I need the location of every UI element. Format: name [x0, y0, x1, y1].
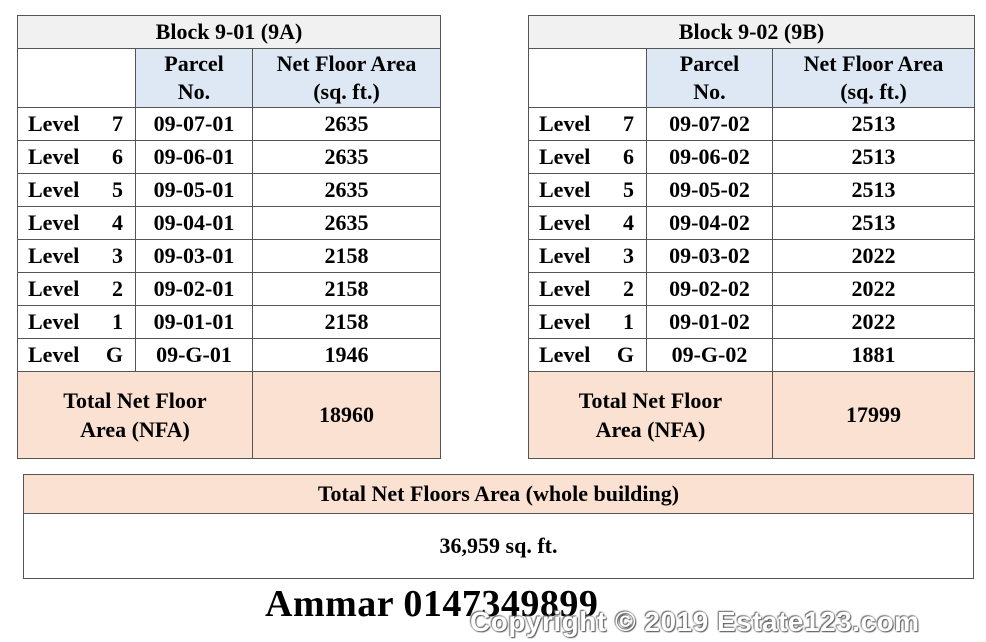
table-row	[18, 339, 441, 372]
header-net-floor-area: Net Floor Area (sq. ft.)	[773, 49, 975, 108]
level-number: 4	[112, 210, 123, 235]
level-word: Level	[539, 342, 591, 367]
area-cell: 1881	[773, 339, 975, 372]
level-number: 3	[112, 243, 123, 268]
total-nfa-label: Total Net Floor Area (NFA)	[18, 372, 253, 459]
parcel-cell: 09-01-01	[136, 306, 253, 339]
header-parcel-no: Parcel No.	[647, 49, 773, 108]
level-number: 4	[623, 210, 634, 235]
table-row	[529, 306, 975, 339]
total-nfa-value: 18960	[253, 372, 441, 459]
level-number: 5	[623, 177, 634, 202]
level-cell	[18, 273, 136, 306]
level-word: Level	[28, 210, 80, 235]
level-cell	[18, 108, 136, 141]
table-row	[529, 174, 975, 207]
area-cell: 2022	[773, 306, 975, 339]
level-number: 3	[623, 243, 634, 268]
area-cell: 2635	[253, 207, 441, 240]
level-cell	[529, 174, 647, 207]
level-number: 2	[112, 276, 123, 301]
table-row	[529, 240, 975, 273]
level-number: G	[105, 342, 123, 367]
header-net-floor-area: Net Floor Area (sq. ft.)	[253, 49, 441, 108]
level-word: Level	[28, 342, 80, 367]
parcel-cell: 09-01-02	[647, 306, 773, 339]
parcel-cell: 09-02-02	[647, 273, 773, 306]
area-cell: 2158	[253, 273, 441, 306]
level-word: Level	[539, 243, 591, 268]
header-parcel-no: Parcel No.	[136, 49, 253, 108]
parcel-cell: 09-G-02	[647, 339, 773, 372]
table-row	[18, 174, 441, 207]
block-9-01-table	[17, 15, 441, 459]
level-cell	[529, 141, 647, 174]
area-cell: 2158	[253, 306, 441, 339]
level-word: Level	[28, 111, 80, 136]
level-word: Level	[28, 276, 80, 301]
level-word: Level	[28, 177, 80, 202]
level-number: 2	[623, 276, 634, 301]
level-word: Level	[28, 309, 80, 334]
parcel-cell: 09-07-02	[647, 108, 773, 141]
area-cell: 2513	[773, 141, 975, 174]
level-cell	[18, 339, 136, 372]
block-title: Block 9-01 (9A)	[18, 16, 441, 49]
total-nfa-label: Total Net Floor Area (NFA)	[529, 372, 773, 459]
level-number: 6	[112, 144, 123, 169]
table-row	[18, 240, 441, 273]
level-cell	[18, 141, 136, 174]
parcel-cell: 09-05-01	[136, 174, 253, 207]
level-word: Level	[539, 309, 591, 334]
level-cell	[529, 273, 647, 306]
level-cell	[529, 339, 647, 372]
level-number: 6	[623, 144, 634, 169]
table-row	[529, 108, 975, 141]
table-row	[18, 273, 441, 306]
table-row	[18, 207, 441, 240]
parcel-cell: 09-G-01	[136, 339, 253, 372]
area-cell: 1946	[253, 339, 441, 372]
area-cell: 2513	[773, 108, 975, 141]
area-cell: 2635	[253, 174, 441, 207]
contact-text: Ammar 0147349899	[265, 583, 599, 625]
parcel-cell: 09-04-02	[647, 207, 773, 240]
area-cell: 2635	[253, 141, 441, 174]
parcel-cell: 09-07-01	[136, 108, 253, 141]
level-cell	[529, 240, 647, 273]
copyright-watermark: Copyright © 2019 Estate123.com	[470, 606, 920, 637]
level-number: 1	[112, 309, 123, 334]
table-row	[529, 273, 975, 306]
level-number: 5	[112, 177, 123, 202]
area-cell: 2635	[253, 108, 441, 141]
whole-building-value: 36,959 sq. ft.	[24, 514, 974, 579]
area-cell: 2022	[773, 240, 975, 273]
parcel-cell: 09-06-02	[647, 141, 773, 174]
level-cell	[18, 207, 136, 240]
level-cell	[18, 306, 136, 339]
area-cell: 2158	[253, 240, 441, 273]
level-word: Level	[539, 276, 591, 301]
level-word: Level	[539, 111, 591, 136]
level-cell	[529, 108, 647, 141]
block-title: Block 9-02 (9B)	[529, 16, 975, 49]
parcel-cell: 09-05-02	[647, 174, 773, 207]
level-word: Level	[539, 177, 591, 202]
level-number: 1	[623, 309, 634, 334]
level-cell	[18, 240, 136, 273]
parcel-cell: 09-02-01	[136, 273, 253, 306]
level-number: 7	[623, 111, 634, 136]
parcel-cell: 09-06-01	[136, 141, 253, 174]
whole-building-label: Total Net Floors Area (whole building)	[24, 475, 974, 514]
table-row	[18, 141, 441, 174]
block-9-02-table	[528, 15, 975, 459]
table-row	[529, 207, 975, 240]
header-blank-cell	[529, 49, 647, 108]
header-blank-cell	[18, 49, 136, 108]
parcel-cell: 09-04-01	[136, 207, 253, 240]
level-number: G	[616, 342, 634, 367]
area-cell: 2513	[773, 174, 975, 207]
area-cell: 2022	[773, 273, 975, 306]
table-row	[529, 339, 975, 372]
level-cell	[18, 174, 136, 207]
area-cell: 2513	[773, 207, 975, 240]
whole-building-table	[23, 474, 974, 579]
level-cell	[529, 306, 647, 339]
level-number: 7	[112, 111, 123, 136]
table-row	[529, 141, 975, 174]
level-word: Level	[539, 144, 591, 169]
level-word: Level	[28, 144, 80, 169]
table-row	[18, 108, 441, 141]
parcel-cell: 09-03-01	[136, 240, 253, 273]
level-cell	[529, 207, 647, 240]
parcel-cell: 09-03-02	[647, 240, 773, 273]
level-word: Level	[28, 243, 80, 268]
table-row	[18, 306, 441, 339]
level-word: Level	[539, 210, 591, 235]
total-nfa-value: 17999	[773, 372, 975, 459]
